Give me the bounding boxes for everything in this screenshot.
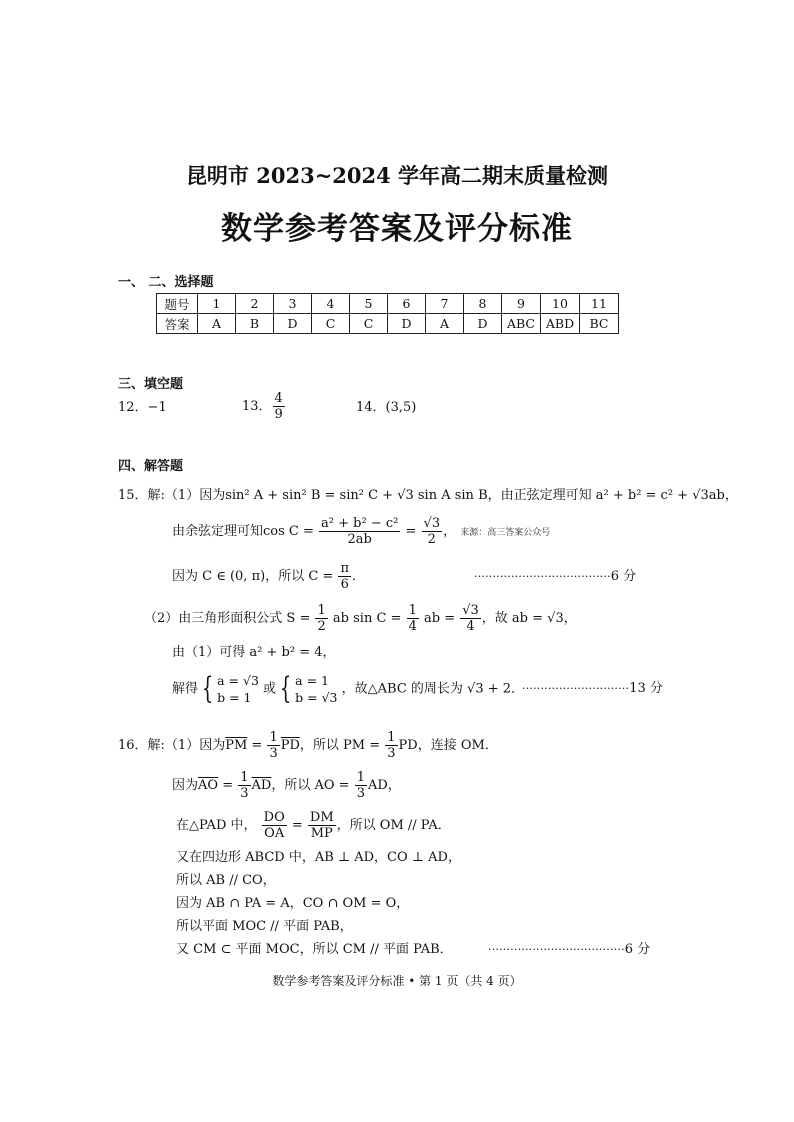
table-cell: 答案 (157, 314, 198, 334)
exam-title: 昆明市 2023~2024 学年高二期末质量检测 (185, 163, 609, 188)
fraction (338, 561, 351, 592)
q12-value: −1 (147, 400, 167, 415)
page-footer: 数学参考答案及评分标准 • 第 1 页（共 4 页） (272, 974, 522, 988)
table-cell: 1 (198, 294, 236, 314)
text: 或 (263, 681, 277, 697)
q16-score-6 (488, 940, 650, 960)
text: 由余弦定理可知cos C = (172, 524, 314, 539)
denominator: 4 (466, 619, 475, 634)
section-choice-heading: 一、 二、选择题 (118, 275, 214, 290)
table-cell: D (388, 314, 426, 334)
text: = (222, 778, 234, 793)
table-cell: D (274, 314, 312, 334)
table-cell: 8 (464, 294, 502, 314)
denominator: 2 (317, 619, 326, 634)
q16-line6: 因为 AB ∩ PA = A，CO ∩ OM = O， (176, 896, 410, 911)
case-system (295, 672, 337, 706)
score-leader-dots: ····································· (488, 943, 625, 956)
fraction (308, 810, 336, 841)
case-line: b = 1 (217, 690, 252, 705)
fraction (315, 603, 327, 634)
text: ab = (423, 611, 456, 626)
q15-line6 (172, 672, 524, 706)
numerator: π (340, 561, 349, 576)
denominator: 2 (427, 532, 436, 547)
table-cell: 题号 (157, 294, 198, 314)
case-line: b = √3 (295, 690, 338, 705)
q15-line3 (172, 561, 365, 592)
text: 16．解:（1）因为 (118, 738, 226, 753)
denominator: 3 (269, 746, 278, 761)
text: 因为 C ∈ (0, π)，所以 C = (172, 569, 334, 584)
q15-line2 (172, 516, 550, 547)
numerator: DM (309, 810, 334, 825)
text: ab sin C = (332, 611, 402, 626)
left-brace-icon: { (279, 671, 292, 706)
score-value: 6 分 (610, 569, 637, 584)
table-cell: 6 (388, 294, 426, 314)
q13-denominator: 9 (274, 407, 283, 422)
numerator: √3 (423, 516, 441, 531)
q13-fraction (273, 391, 285, 422)
case-line: a = √3 (217, 673, 259, 688)
table-cell: 11 (580, 294, 619, 314)
fraction (319, 516, 400, 547)
text: （2）由三角形面积公式 S = (144, 611, 311, 626)
q16-line8: 又 CM ⊂ 平面 MOC，所以 CM // 平面 PAB． (176, 942, 453, 957)
score-leader-dots: ····························· (522, 682, 630, 695)
case-system (217, 672, 259, 706)
numerator: 1 (356, 770, 365, 785)
fraction (262, 810, 287, 841)
section-solution-heading: 四、解答题 (118, 459, 184, 474)
score-value: 13 分 (629, 681, 663, 696)
text: = (405, 524, 417, 539)
vector: $\overline{PM}$ (225, 738, 248, 753)
table-cell: 4 (312, 294, 350, 314)
source-watermark: 来源：高三答案公众号 (460, 528, 551, 538)
table-row (157, 294, 619, 314)
table-cell: ABC (502, 314, 541, 334)
fraction (238, 770, 250, 801)
table-row (157, 314, 619, 334)
denominator: OA (264, 826, 285, 841)
q13-number: 13． (242, 399, 272, 414)
q16-line5: 所以 AB // CO， (176, 873, 276, 888)
section-fill-heading: 三、填空题 (118, 377, 184, 392)
score-value: 6 分 (624, 942, 651, 957)
table-cell: B (236, 314, 274, 334)
text: = (291, 818, 303, 833)
fraction (385, 730, 397, 761)
numerator: 1 (317, 603, 326, 618)
numerator: 1 (240, 770, 249, 785)
left-brace-icon: { (201, 671, 214, 706)
text: 因为 (172, 778, 199, 793)
numerator: DO (263, 810, 285, 825)
text: ，所以 AO = (271, 778, 350, 793)
q14-value: (3,5) (385, 400, 417, 415)
vector: $\overline{AO}$ (198, 778, 219, 793)
table-cell: 7 (426, 294, 464, 314)
text: ，所以 PM = (299, 738, 381, 753)
score-leader-dots: ····································· (474, 570, 611, 583)
table-cell: 10 (541, 294, 580, 314)
text: ， (443, 524, 457, 539)
denominator: MP (310, 826, 333, 841)
q16-line2 (172, 770, 401, 801)
q16-line4: 又在四边形 ABCD 中，AB ⊥ AD，CO ⊥ AD， (176, 850, 461, 865)
table-cell: ABD (541, 314, 580, 334)
q12-answer (118, 398, 167, 418)
fraction (407, 603, 419, 634)
table-cell: C (312, 314, 350, 334)
numerator: 1 (269, 730, 278, 745)
text: 解得 (172, 681, 199, 697)
q16-line1 (118, 730, 498, 761)
q15-score-13 (522, 679, 663, 699)
text: = (251, 738, 263, 753)
table-cell: D (464, 314, 502, 334)
case-line: a = 1 (295, 673, 329, 688)
denominator: 3 (356, 786, 365, 801)
table-cell: BC (580, 314, 619, 334)
numerator: √3 (462, 603, 479, 618)
denominator: 2ab (347, 532, 372, 547)
vector: $\overline{PD}$ (280, 738, 300, 753)
table-cell: 5 (350, 294, 388, 314)
table-cell: 9 (502, 294, 541, 314)
table-cell: A (426, 314, 464, 334)
q16-line3 (176, 810, 451, 841)
text: ． (351, 569, 365, 584)
numerator: 1 (387, 730, 396, 745)
text: 在△PAD 中， (176, 818, 257, 833)
denominator: 3 (240, 786, 249, 801)
q15-line4 (144, 603, 577, 634)
vector: $\overline{AD}$ (251, 778, 272, 793)
fraction (460, 603, 481, 634)
text: ，故 ab = √3， (481, 611, 577, 626)
text: AD， (367, 778, 401, 793)
q14-number: 14． (356, 400, 386, 415)
fraction (355, 770, 367, 801)
q12-number: 12． (118, 400, 148, 415)
table-cell: A (198, 314, 236, 334)
table-cell: 2 (236, 294, 274, 314)
numerator: a² + b² − c² (321, 516, 399, 531)
denominator: 3 (387, 746, 396, 761)
q15-line5: 由（1）可得 a² + b² = 4， (172, 645, 336, 660)
fraction (267, 730, 279, 761)
table-cell: C (350, 314, 388, 334)
q16-line7: 所以平面 MOC // 平面 PAB， (176, 919, 353, 934)
q15-line1: 15．解:（1）因为sin² A + sin² B = sin² C + √3 sin A sin B，由正弦定理可知 a² + b² = c² + √3ab， (118, 488, 738, 503)
denominator: 4 (408, 619, 417, 634)
numerator: 1 (408, 603, 417, 618)
text: ，故△ABC 的周长为 √3 + 2． (341, 681, 525, 697)
q13-answer (242, 391, 286, 422)
fraction (422, 516, 443, 547)
table-cell: 3 (274, 294, 312, 314)
q15-score-6 (474, 567, 636, 587)
text: ，所以 OM // PA． (336, 818, 451, 833)
document-subtitle: 数学参考答案及评分标准 (221, 211, 573, 247)
q14-answer (356, 398, 416, 418)
q13-numerator: 4 (274, 391, 283, 406)
denominator: 6 (340, 577, 349, 592)
text: PD，连接 OM． (398, 738, 498, 753)
answer-table (156, 293, 619, 334)
